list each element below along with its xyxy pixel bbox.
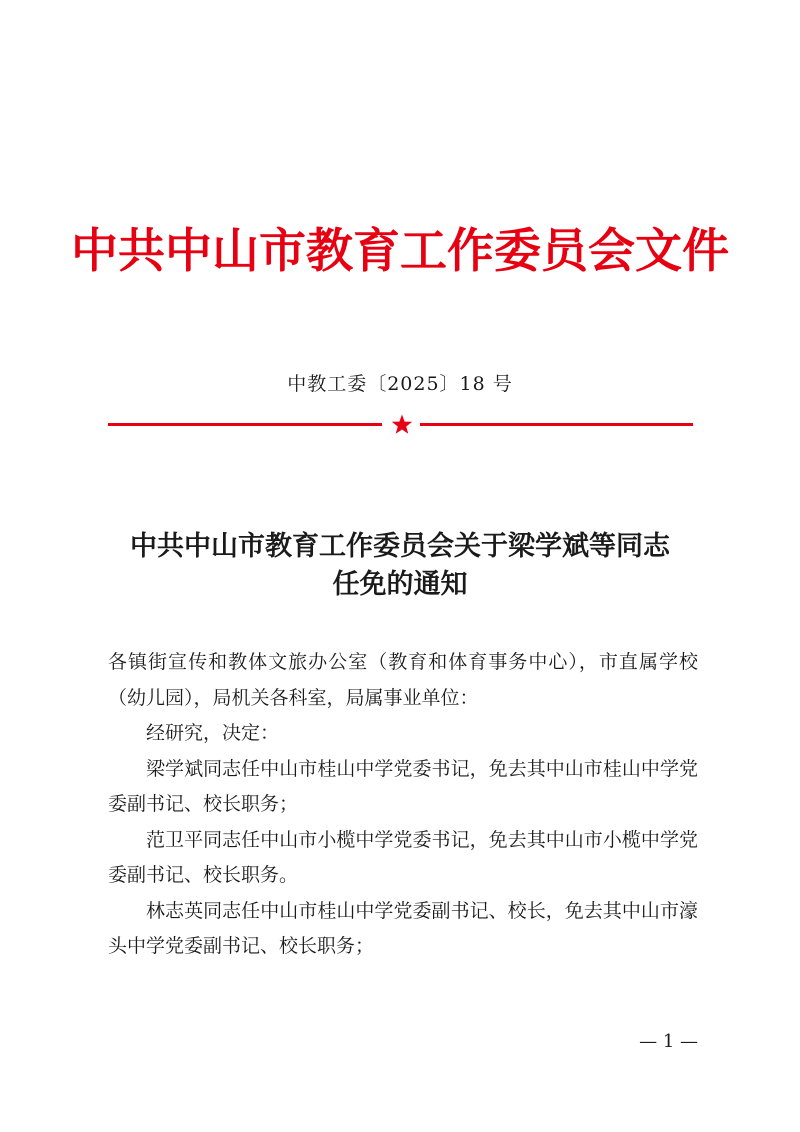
- red-divider-right: [420, 423, 693, 426]
- notice-title-line2: 任免的通知: [332, 569, 468, 600]
- appointment-item: 梁学斌同志任中山市桂山中学党委书记，免去其中山市桂山中学党委副书记、校长职务；: [108, 757, 698, 815]
- appointment-item: 林志英同志任中山市桂山中学党委副书记、校长，免去其中山市濠头中学党委副书记、校长职务；: [108, 899, 698, 957]
- recipients-paragraph: 各镇街宣传和教体文旅办公室（教育和体育事务中心），市直属学校（幼儿园），局机关各科室，局属事业单位：: [108, 651, 698, 709]
- notice-body: [108, 645, 698, 965]
- notice-title-line1: 中共中山市教育工作委员会关于梁学斌等同志: [130, 531, 670, 562]
- page-number: — 1 —: [639, 1031, 698, 1052]
- document-number: 中教工委〔2025〕18 号: [287, 373, 513, 395]
- document-masthead: 中共中山市教育工作委员会文件: [71, 224, 729, 279]
- red-star-icon: [390, 413, 414, 437]
- appointment-item: 范卫平同志任中山市小榄中学党委书记，免去其中山市小榄中学党委副书记、校长职务。: [108, 828, 698, 886]
- red-divider-left: [108, 423, 382, 426]
- notice-title: [80, 528, 720, 604]
- decision-paragraph: 经研究，决定：: [146, 722, 280, 744]
